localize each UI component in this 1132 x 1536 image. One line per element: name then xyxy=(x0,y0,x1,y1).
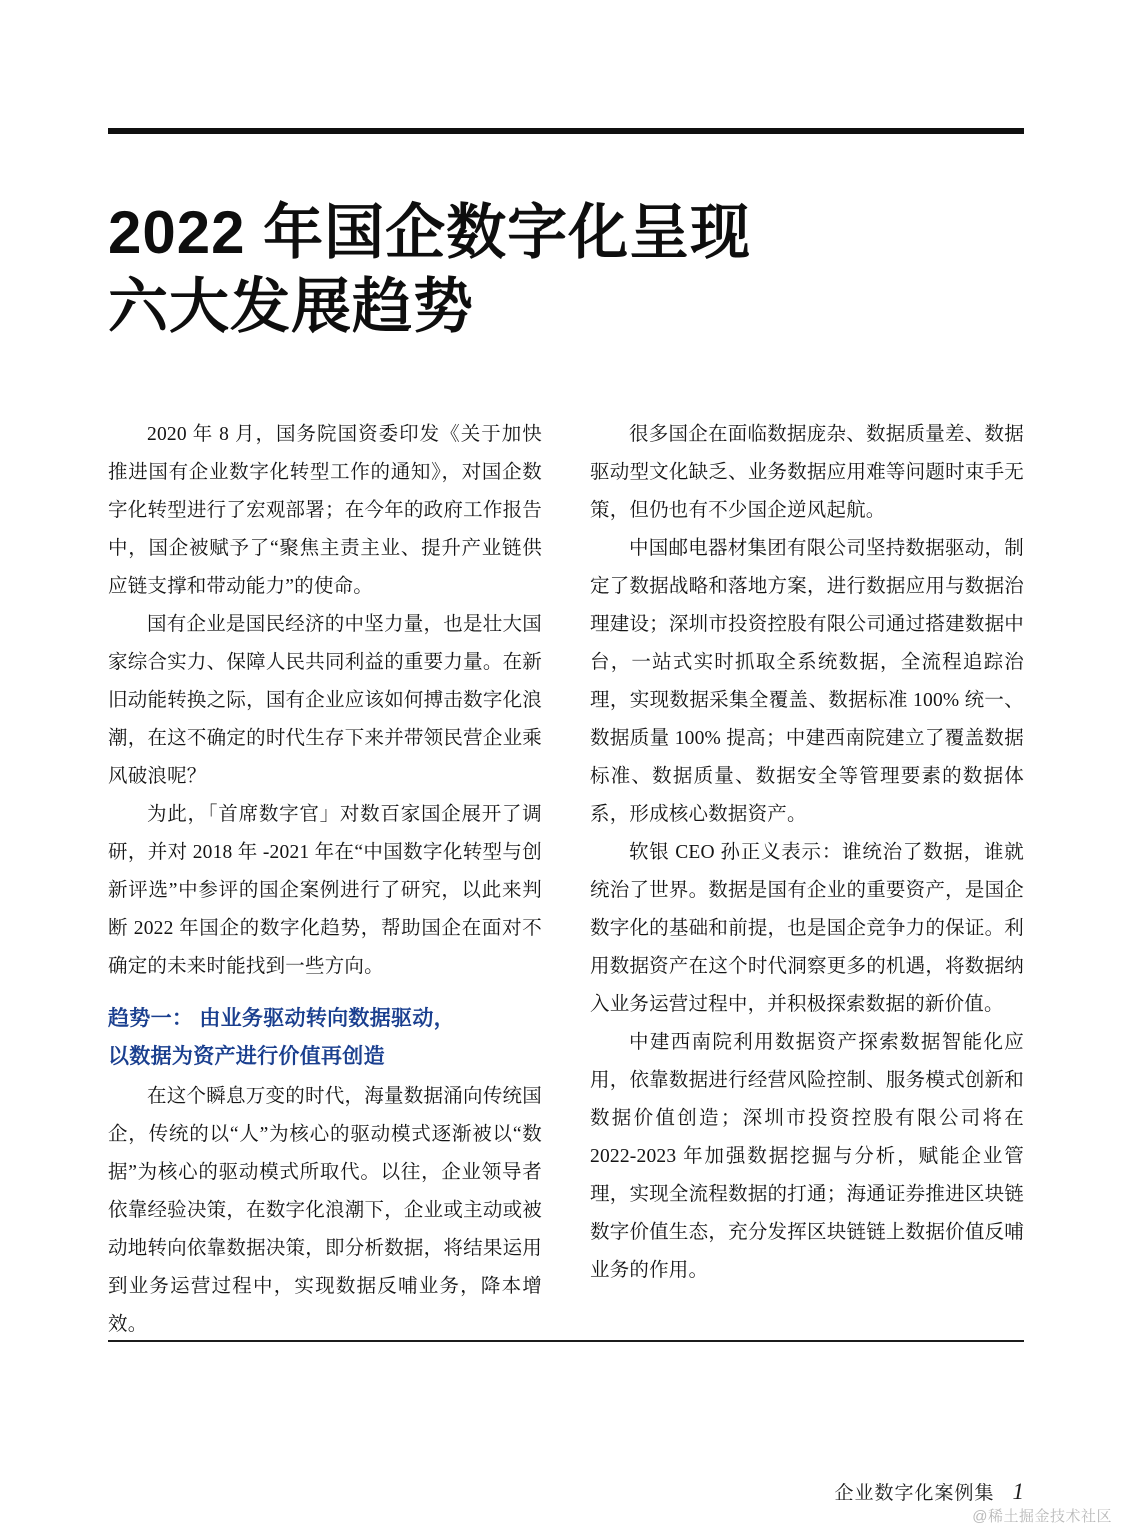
paragraph: 中建西南院利用数据资产探索数据智能化应用，依靠数据进行经营风险控制、服务模式创新和数据价值创造；深圳市投资控股有限公司将在 2022-2023 年加强数据挖掘与分析，赋能企业管理，实现全流程数据的打通；海通证券推进区块链数字价值生态，充分发挥区块链链上数据价值反哺业务的作用。 xyxy=(590,1032,1024,1281)
article-columns xyxy=(108,416,1024,1344)
footer-label: 企业数字化案例集 xyxy=(834,1483,995,1504)
section-heading-line-2: 以数据为资产进行价值再创造 xyxy=(108,1045,385,1068)
bottom-divider xyxy=(108,1340,1024,1342)
page-title xyxy=(108,196,988,344)
page-number: 1 xyxy=(1012,1479,1024,1504)
paragraph: 很多国企在面临数据庞杂、数据质量差、数据驱动型文化缺乏、业务数据应用难等问题时束手无策，但仍也有不少国企逆风起航。 xyxy=(590,424,1024,521)
paragraph: 在这个瞬息万变的时代，海量数据涌向传统国企，传统的以“人”为核心的驱动模式逐渐被以“数据”为核心的驱动模式所取代。以往，企业领导者依靠经验决策，在数字化浪潮下，企业或主动或被动地转向依靠数据决策，即分析数据，将结果运用到业务运营过程中，实现数据反哺业务，降本增效。 xyxy=(108,1086,542,1335)
section-heading-line-1: 趋势一： 由业务驱动转向数据驱动， xyxy=(108,1007,455,1030)
paragraph: 2020 年 8 月，国务院国资委印发《关于加快推进国有企业数字化转型工作的通知》，对国企数字化转型进行了宏观部署；在今年的政府工作报告中，国企被赋予了“聚焦主责主业、提升产业链供应链支撑和带动能力”的使命。 xyxy=(108,424,542,597)
paragraph: 中国邮电器材集团有限公司坚持数据驱动，制定了数据战略和落地方案，进行数据应用与数据治理建设；深圳市投资控股有限公司通过搭建数据中台，一站式实时抓取全系统数据，全流程追踪治理，实现数据采集全覆盖、数据标准 100% 统一、数据质量 100% 提高；中建西南院建立了覆盖数据标准、数据质量、数据安全等管理要素的数据体系，形成核心数据资产。 xyxy=(590,538,1024,825)
paragraph: 国有企业是国民经济的中坚力量，也是壮大国家综合实力、保障人民共同利益的重要力量。在新旧动能转换之际，国有企业应该如何搏击数字化浪潮，在这不确定的时代生存下来并带领民营企业乘风破浪呢？ xyxy=(108,614,542,787)
paragraph: 软银 CEO 孙正义表示：谁统治了数据，谁就统治了世界。数据是国有企业的重要资产，是国企数字化的基础和前提，也是国企竞争力的保证。利用数据资产在这个时代洞察更多的机遇，将数据纳入业务运营过程中，并积极探索数据的新价值。 xyxy=(590,842,1024,1015)
section-heading xyxy=(108,1000,542,1076)
page-footer xyxy=(834,1478,1024,1505)
title-line-1: 2022 年国企数字化呈现 xyxy=(108,199,752,266)
title-line-2: 六大发展趋势 xyxy=(108,273,474,340)
paragraph: 为此，「首席数字官」对数百家国企展开了调研，并对 2018 年 -2021 年在“中国数字化转型与创新评选”中参评的国企案例进行了研究，以此来判断 2022 年国企的数字化趋势，帮助国企在面对不确定的未来时能找到一些方向。 xyxy=(108,804,542,977)
top-divider xyxy=(108,128,1024,134)
right-column xyxy=(590,416,1024,1344)
left-column xyxy=(108,416,542,1344)
watermark: @稀土掘金技术社区 xyxy=(972,1508,1112,1525)
